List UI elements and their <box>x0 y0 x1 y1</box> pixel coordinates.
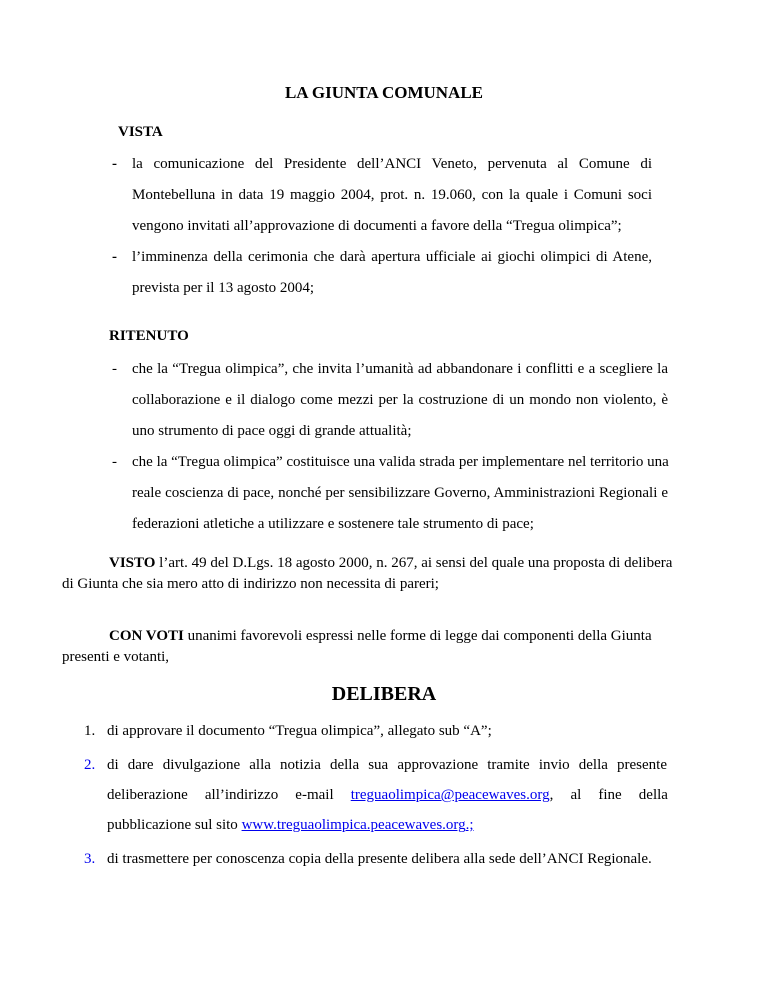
vista-item-1-line-3: vengono invitati all’approvazione di documenti a favore della “Tregua olimpica”; <box>132 218 622 234</box>
word-deliberazione: deliberazione <box>107 787 188 803</box>
email-with-comma <box>351 787 554 804</box>
ritenuto-heading: RITENUTO <box>109 328 189 344</box>
page-title: LA GIUNTA COMUNALE <box>284 83 484 102</box>
delibera-item-2-line-1: di dare divulgazione alla notizia della sua approvazione tramite invio della presente <box>107 757 667 773</box>
delibera-item-1-text: di approvare il documento “Tregua olimpica”, allegato sub “A”; <box>107 723 492 739</box>
visto-lead: VISTO <box>109 555 156 571</box>
con-voti-lead: CON VOTI <box>109 628 184 644</box>
ritenuto-item-2-line-1: che la “Tregua olimpica” costituisce una valida strada per implementare nel territorio una <box>132 454 669 470</box>
ritenuto-item-2-line-3: federazioni atletiche a utilizzare e sostenere tale strumento di pace; <box>132 516 534 532</box>
ritenuto-item-1-line-1: che la “Tregua olimpica”, che invita l’umanità ad abbandonare i conflitti e a scegliere la <box>132 361 668 377</box>
word-email: e-mail <box>295 787 334 803</box>
site-link-text: www.treguaolimpica.peacewaves.org <box>241 817 466 833</box>
visto-text-1: l’art. 49 del D.Lgs. 18 agosto 2000, n. 267, ai sensi del quale una proposta di delibera <box>155 555 673 571</box>
vista-heading: VISTA <box>118 124 163 140</box>
site-prefix: pubblicazione sul sito <box>107 817 242 833</box>
ritenuto-item-1-line-2: collaborazione e il dialogo come mezzi per la costruzione di un mondo non violento, è <box>132 392 668 408</box>
word-allindirizzo: all’indirizzo <box>204 787 279 803</box>
delibera-item-2-line-2 <box>107 787 668 804</box>
con-voti-text-1: unanimi favorevoli espressi nelle forme di legge dai componenti della Giunta <box>183 628 652 644</box>
ritenuto-item-1-line-3: uno strumento di pace oggi di grande attualità; <box>132 423 412 439</box>
word-fine: fine <box>598 787 622 803</box>
email-link[interactable]: treguaolimpica@peacewaves.org <box>350 787 550 803</box>
vista-item-2-line-2: prevista per il 13 agosto 2004; <box>132 280 315 296</box>
word-della: della <box>638 787 668 803</box>
delibera-item-3-number: 3. <box>84 851 96 867</box>
visto-paragraph-line-1 <box>109 555 672 572</box>
vista-item-2-line-1: l’imminenza della cerimonia che darà apertura ufficiale ai giochi olimpici di Atene, <box>132 249 652 265</box>
ritenuto-item-2-line-2: reale coscienza di pace, nonché per sensibilizzare Governo, Amministrazioni Regionali e <box>132 485 668 501</box>
vista-item-1-line-2: Montebelluna in data 19 maggio 2004, prot. n. 19.060, con la quale i Comuni soci <box>132 187 652 203</box>
con-voti-line-1 <box>109 628 669 645</box>
vista-bullet-1: - <box>112 156 117 172</box>
visto-paragraph-line-2: di Giunta che sia mero atto di indirizzo non necessita di pareri; <box>62 576 439 592</box>
site-link-suffix: .; <box>465 817 474 833</box>
word-al: al <box>570 787 582 803</box>
vista-bullet-2: - <box>112 249 117 265</box>
vista-item-1-line-1: la comunicazione del Presidente dell’ANCI Veneto, pervenuta al Comune di <box>132 156 652 172</box>
site-link[interactable] <box>242 817 474 833</box>
con-voti-line-2: presenti e votanti, <box>62 649 170 665</box>
delibera-item-2-line-3 <box>107 817 474 834</box>
ritenuto-bullet-1: - <box>112 361 117 377</box>
email-comma: , <box>549 787 554 803</box>
delibera-heading: DELIBERA <box>331 683 437 705</box>
ritenuto-bullet-2: - <box>112 454 117 470</box>
delibera-item-3-text: di trasmettere per conoscenza copia della presente delibera alla sede dell’ANCI Regionale. <box>107 851 652 867</box>
delibera-item-2-number: 2. <box>84 757 96 773</box>
delibera-item-1-number: 1. <box>84 723 96 739</box>
